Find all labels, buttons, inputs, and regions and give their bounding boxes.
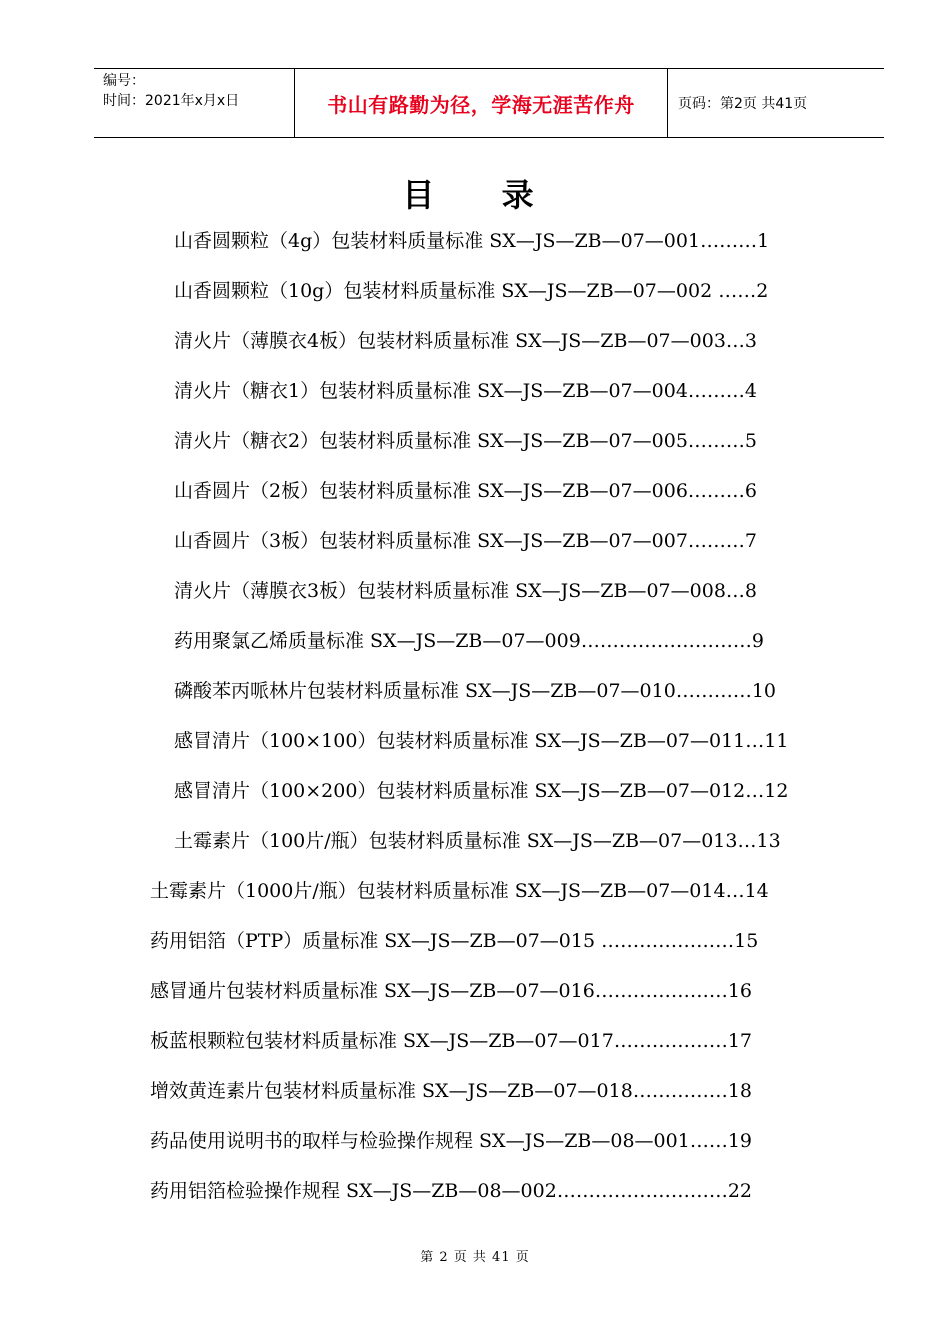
toc-entry[interactable]: 清火片（糖衣2）包装材料质量标准 SX—JS—ZB—07—005………5: [174, 430, 757, 452]
toc-entry[interactable]: 药品使用说明书的取样与检验操作规程 SX—JS—ZB—08—001……19: [150, 1130, 752, 1152]
toc-entry[interactable]: 板蓝根颗粒包装材料质量标准 SX—JS—ZB—07—017………………17: [150, 1030, 752, 1052]
code-label: 编号：: [103, 73, 145, 89]
motto: 书山有路勤为径，学海无涯苦作舟: [327, 92, 635, 117]
toc-entry[interactable]: 感冒清片（100×200）包装材料质量标准 SX—JS—ZB—07—012…12: [174, 780, 789, 802]
toc-entry[interactable]: 土霉素片（1000片/瓶）包装材料质量标准 SX—JS—ZB—07—014…14: [150, 880, 769, 902]
toc-entry[interactable]: 药用铝箔（PTP）质量标准 SX—JS—ZB—07—015 …………………15: [150, 930, 759, 952]
toc-entry[interactable]: 药用聚氯乙烯质量标准 SX—JS—ZB—07—009………………………9: [174, 630, 764, 652]
toc-entry[interactable]: 药用铝箔检验操作规程 SX—JS—ZB—08—002………………………22: [150, 1180, 752, 1202]
toc-entry[interactable]: 山香圆片（3板）包装材料质量标准 SX—JS—ZB—07—007………7: [174, 530, 757, 552]
toc-entry[interactable]: 清火片（薄膜衣3板）包装材料质量标准 SX—JS—ZB—07—008…8: [174, 580, 757, 602]
toc-entry[interactable]: 磷酸苯丙哌林片包装材料质量标准 SX—JS—ZB—07—010…………10: [174, 680, 776, 702]
time-label: 时间：2021年x月x日: [103, 93, 240, 109]
toc-entry[interactable]: 山香圆片（2板）包装材料质量标准 SX—JS—ZB—07—006………6: [174, 480, 757, 502]
page-title: 目 录: [402, 176, 562, 214]
toc-entry[interactable]: 增效黄连素片包装材料质量标准 SX—JS—ZB—07—018……………18: [150, 1080, 752, 1102]
toc-entry[interactable]: 土霉素片（100片/瓶）包装材料质量标准 SX—JS—ZB—07—013…13: [174, 830, 781, 852]
toc-entry[interactable]: 山香圆颗粒（4g）包装材料质量标准 SX—JS—ZB—07—001………1: [174, 230, 770, 252]
toc-entry[interactable]: 感冒通片包装材料质量标准 SX—JS—ZB—07—016…………………16: [150, 980, 752, 1002]
page-header: [94, 68, 884, 138]
toc-entry[interactable]: 感冒清片（100×100）包装材料质量标准 SX—JS—ZB—07—011…11: [174, 730, 789, 752]
toc-entry[interactable]: 清火片（薄膜衣4板）包装材料质量标准 SX—JS—ZB—07—003…3: [174, 330, 757, 352]
page-label: 页码：第2页 共41页: [678, 96, 808, 112]
page-footer: 第 2 页 共 41 页: [420, 1250, 530, 1265]
header-motto-cell: [295, 69, 668, 137]
header-page-cell: [668, 69, 884, 137]
toc-entry[interactable]: 清火片（糖衣1）包装材料质量标准 SX—JS—ZB—07—004………4: [174, 380, 757, 402]
header-meta: [94, 69, 295, 137]
toc-entry[interactable]: 山香圆颗粒（10g）包装材料质量标准 SX—JS—ZB—07—002 ……2: [174, 280, 769, 302]
